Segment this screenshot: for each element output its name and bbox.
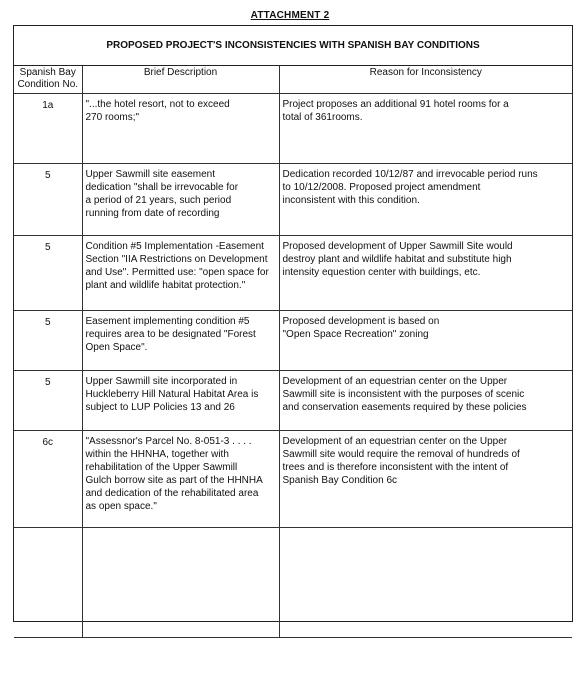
- inconsistency-table-frame: [13, 25, 573, 622]
- table-row: [14, 93, 572, 163]
- table-row: [14, 430, 572, 527]
- table-row: [14, 235, 572, 310]
- header-row: [14, 66, 572, 93]
- table-row: [14, 370, 572, 430]
- description-cell: "...the hotel resort, not to exceed 270 rooms;": [82, 93, 279, 163]
- column-header-description: Brief Description: [82, 66, 279, 93]
- condition-cell: [14, 527, 82, 637]
- reason-cell: Proposed development is based on "Open Space Recreation" zoning: [279, 310, 572, 370]
- condition-cell: 5: [14, 370, 82, 430]
- description-cell: Upper Sawmill site easement dedication "shall be irrevocable for a period of 21 years, such period running from date of recording: [82, 163, 279, 235]
- column-header-condition: Spanish Bay Condition No.: [14, 66, 82, 93]
- description-cell: Condition #5 Implementation -Easement Section "IIA Restrictions on Development and Use". Permitted use: "open space for plant and wildlife habitat protection.": [82, 235, 279, 310]
- description-cell: Easement implementing condition #5 requires area to be designated "Forest Open Space".: [82, 310, 279, 370]
- reason-cell: Development of an equestrian center on the Upper Sawmill site is inconsistent with the purposes of scenic and conservation easements required by these policies: [279, 370, 572, 430]
- reason-cell: [279, 527, 572, 637]
- inconsistency-table: [14, 66, 572, 638]
- reason-cell: Project proposes an additional 91 hotel rooms for a total of 361rooms.: [279, 93, 572, 163]
- description-cell: Upper Sawmill site incorporated in Huckleberry Hill Natural Habitat Area is subject to LUP Policies 13 and 26: [82, 370, 279, 430]
- reason-cell: Dedication recorded 10/12/87 and irrevocable period runs to 10/12/2008. Proposed project amendment inconsistent with this condition.: [279, 163, 572, 235]
- reason-cell: Development of an equestrian center on the Upper Sawmill site would require the removal of hundreds of trees and is therefore inconsistent with the intent of Spanish Bay Condition 6c: [279, 430, 572, 527]
- table-row-empty: [14, 527, 572, 637]
- condition-cell: 5: [14, 235, 82, 310]
- column-header-reason: Reason for Inconsistency: [279, 66, 572, 93]
- condition-cell: 5: [14, 310, 82, 370]
- condition-cell: 6c: [14, 430, 82, 527]
- condition-cell: 1a: [14, 93, 82, 163]
- attachment-title: ATTACHMENT 2: [250, 10, 330, 21]
- table-title: PROPOSED PROJECT'S INCONSISTENCIES WITH SPANISH BAY CONDITIONS: [14, 26, 572, 66]
- table-row: [14, 163, 572, 235]
- reason-cell: Proposed development of Upper Sawmill Site would destroy plant and wildlife habitat and substitute high intensity equestion center with buildings, etc.: [279, 235, 572, 310]
- description-cell: "Assessnor's Parcel No. 8-051-3 . . . . within the HHNHA, together with rehabilitation of the Upper Sawmill Gulch borrow site as part of the HHNHA and dedication of the rehabilitated area as open space.": [82, 430, 279, 527]
- table-row: [14, 310, 572, 370]
- condition-cell: 5: [14, 163, 82, 235]
- description-cell: [82, 527, 279, 637]
